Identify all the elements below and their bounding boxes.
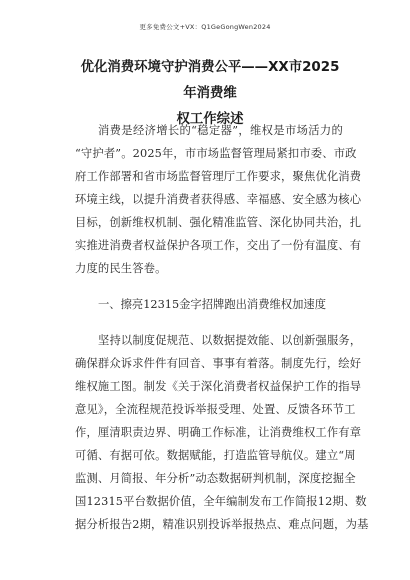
paragraph-line: 可循、有据可依。数据赋能，打造监管导航仪。建立“周 — [75, 449, 356, 462]
section-heading: 一、擦亮12315金字招牌跑出消费维权加速度 — [98, 298, 326, 311]
paragraph-line: 监测、月简报、年分析”动态数据研判机制，深度挖掘全 — [75, 472, 356, 485]
title-line: 优化消费环境守护消费公平——XX市2025年消费维 — [80, 60, 340, 101]
header-note: 更多免费公文+VX：Q1GeGongWen2024 — [139, 23, 271, 31]
paragraph-line: 意见》，全流程规范投诉举报受理、处置、反馈各环节工 — [75, 403, 356, 416]
paragraph-line: 目标，创新维权机制、强化精准监管、深化协同共治，扎 — [75, 216, 362, 229]
document-title — [76, 55, 344, 133]
paragraph-line: 实推进消费者权益保护各项工作，交出了一份有温度、有 — [75, 239, 362, 252]
paragraph-line: 国12315平台数据价值，全年编制发布工作简报12期、数 — [75, 495, 367, 508]
paragraph-line: 确保群众诉求件件有回音、事事有着落。制度先行，绘好 — [75, 357, 362, 370]
paragraph-line: 环境主线，以提升消费者获得感、幸福感、安全感为核心 — [75, 193, 362, 206]
paragraph-line: 府工作部署和省市场监督管理厅工作要求，聚焦优化消费 — [75, 170, 362, 183]
paragraph-line: 作，厘清职责边界、明确工作标准，让消费维权工作有章 — [75, 426, 362, 439]
paragraph-line: 力度的民生答卷。 — [75, 262, 167, 275]
title-line: 权工作综述 — [176, 112, 244, 127]
paragraph-line: 消费是经济增长的“稳定器”，维权是市场活力的 — [98, 124, 343, 137]
paragraph-line: 维权施工图。制发《关于深化消费者权益保护工作的指导 — [75, 380, 362, 393]
paragraph-line: 据分析报告2期，精准识别投诉举报热点、难点问题，为基 — [75, 518, 369, 531]
paragraph-line: 坚持以制度促规范、以数据提效能、以创新强服务， — [98, 334, 362, 347]
paragraph-line: “守护者”。2025年，市市场监督管理局紧扣市委、市政 — [75, 147, 357, 160]
